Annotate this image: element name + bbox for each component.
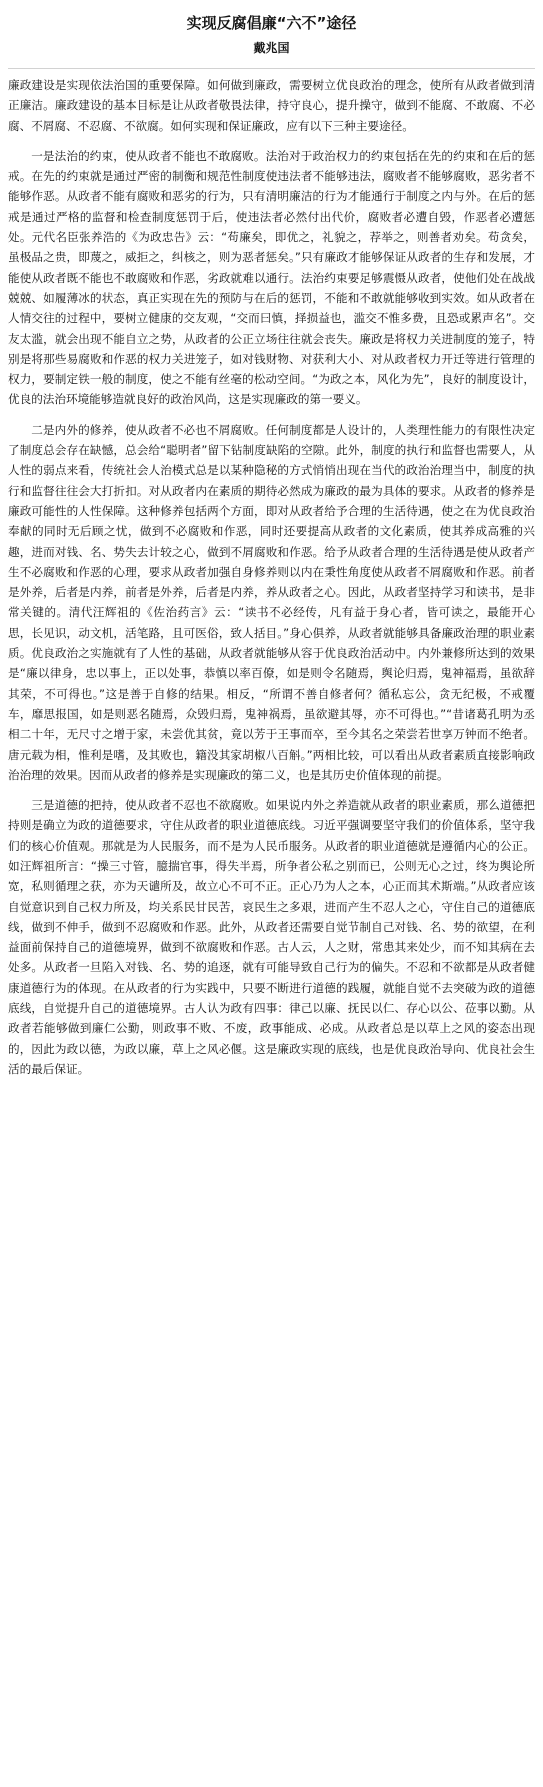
paragraph-law: 一是法治的约束，使从政者不能也不敢腐败。法治对于政治权力的约束包括在先的约束和在后的惩戒。在先的约束就是通过严密的制衡和规范性制度使违法者不能够违法，腐败者不能够腐败，恶劣者不能够作恶。从政者不能有腐败和恶劣的行为，只有清明廉洁的行为才能通行于制度之内与外。在后的惩戒是通过严格的监督和检查制度惩罚于后，使违法者必然付出代价，腐败者必遭自毁，作恶者必遭惩处。元代名臣张养浩的《为政忠告》云：“苟廉矣，即优之，礼貌之，荐举之，则善者劝矣。苟贪矣，虽极品之贵，即蔑之，威拒之，纠核之，则为恶者惩矣。”只有廉政才能够保证从政者的生存和发展，才能使从政者既不能也不敢腐败和作恶，劣政就难以通行。法治约束要足够震慑从政者，使他们处在战战兢兢、如履薄冰的状态，真正实现在先的预防与在后的惩罚，不能和不敢就能够收到实效。如从政者在人情交往的过程中，要树立健康的交友观，“交而曰慎，择损益也，滥交不惟多费，且恐或累声名”。交友太滥，就会出现不能自立之势，从政者的公正立场往往就会丧失。廉政是将权力关进制度的笼子，特别是将那些易腐败和作恶的权力关进笼子，如对钱财物、对获利大小、对从政者权力开迁等进行管理的权力，要制定铁一般的制度，使之不能有丝毫的松动空间。“为政之本，风化为先”，良好的制度设计，优良的法治环境能够造就良好的政治风尚，这是实现廉政的第一要义。 (8, 148, 535, 407)
article-title: 实现反腐倡廉“六不”途径 (186, 14, 357, 32)
paragraph-cultivation: 二是内外的修养，使从政者不必也不屑腐败。任何制度都是人设计的，人类理性能力的有限性决定了制度总会存在缺憾，总会给“聪明者”留下钻制度缺陷的空隙。此外，制度的执行和监督也需要人，从人性的弱点来看，传统社会人治模式总是以某种隐秘的方式悄悄出现在当代的政治治理当中，制度的执行和监督往往会大打折扣。对从政者内在素质的期待必然成为廉政的最为具体的要求。从政者的修养是廉政可能性的人性保障。这种修养包括两个方面，即对从政者给予合理的生活待遇，使之在为优良政治奉献的同时无后顾之忧，做到不必腐败和作恶，同时还要提高从政者的文化素质，使其养成高雅的兴趣，进而对钱、名、势失去计较之心，做到不屑腐败和作恶。给予从政者合理的生活待遇是使从政者产生不必腐败和作恶的心理，要求从政者加强自身修养则以内在秉性角度使从政者不屑腐败和作恶。前者是外养，后者是内养，前者是外养，后者是内养，养从政者之心。因此，从政者坚持学习和读书，是非常关键的。清代汪辉祖的《佐治药言》云：“读书不必经传，凡有益于身心者，皆可读之，最能开心思，长见识，动文机，活笔路，且可医俗，致人括目。”身心俱养，从政者就能够具备廉政治理的职业素质。优良政治之实施就有了人性的基础，从政者就能够从容于优良政治活动中。内外兼修所达到的效果是“廉以律身，忠以事上，正以处事，恭慎以率百僚，如是则令名随焉，舆论归焉，鬼神福焉，虽欲辞其荣，不可得也。”这是善于自修的结果。相反，“所谓不善自修者何？循私忘公，贪无纪极，不戒覆车，靡思报国，如是则恶名随焉，众毁归焉，鬼神祸焉，虽欲避其辱，亦不可得也。”“昔诸葛孔明为丞相二十年，无尺寸之增于家，未尝优其贫，竟以芳于王事而卒，至今其名之荣尝若世享万钟而不绝者。唐元载为相，惟利是嗜，及其败也，籍没其家胡椒八百斛。”两相比较，可以看出从政者素质直接影响政治治理的效果。因而从政者的修养是实现廉政的第二义，也是其历史价值体现的前提。 (8, 422, 535, 782)
paragraph-gap (8, 410, 535, 420)
paragraph-intro: 廉政建设是实现依法治国的重要保障。如何做到廉政，需要树立优良政治的理念，使所有从政者做到清正廉洁。廉政建设的基本目标是让从政者敬畏法律，持守良心，提升操守，做到不能腐、不敢腐、不必腐、不屑腐、不忍腐、不欲腐。如何实现和保证廉政，应有以下三种主要途径。 (8, 78, 535, 133)
divider (8, 68, 535, 69)
paragraph-gap (8, 785, 535, 795)
paragraph-morality: 三是道德的把持，使从政者不忍也不欲腐败。如果说内外之养造就从政者的职业素质，那么道德把持则是确立为政的道德要求，守住从政者的职业道德底线。习近平强调要坚守我们的价值体系，坚守我们的核心价值观。那就是为人民服务，而不是为人民币服务。从政者的职业道德就是遵循内心的公正。如汪辉祖所言：“操三寸管，臆揣官事，得失半焉，所争者公私之别而已，公则无心之过，终为舆论所宽，私则循理之获，亦为天谴所及，故立心不可不正。正心乃为人之本，心正而其术斯端。”从政者应该自觉意识到自己权力所及，均关系民甘民苦，哀民生之多艰，进而产生不忍人之心，守住自己的道德底线，做到不伸手，做到不忍腐败和作恶。此外，从政者还需要自觉节制自己对钱、名、势的欲望，在利益面前保持自己的道德境界，做到不欲腐败和作恶。古人云，人之财，常患其来处少，而不知其病在去处多。从政者一旦陷入对钱、名、势的追逐，就有可能导致自己行为的偏失。不忍和不欲都是从政者健康道德行为的体现。在从政者的行为实践中，只要不断进行道德的践履，就能自觉不去突破为政的道德底线，自觉提升自己的道德境界。古人认为政有四事：律己以廉、抚民以仁、存心以公、莅事以勤。从政者若能够做到廉仁公勤，则政事不败、不废，政事能成、必成。从政者总是以草上之风的姿态出现的，因此为政以德，为政以廉，草上之风必偃。这是廉政实现的底线，也是优良政治导向、优良社会生活的最后保证。 (8, 798, 535, 1076)
article-author: 戴兆国 (253, 41, 290, 55)
paragraph-gap (8, 136, 535, 146)
